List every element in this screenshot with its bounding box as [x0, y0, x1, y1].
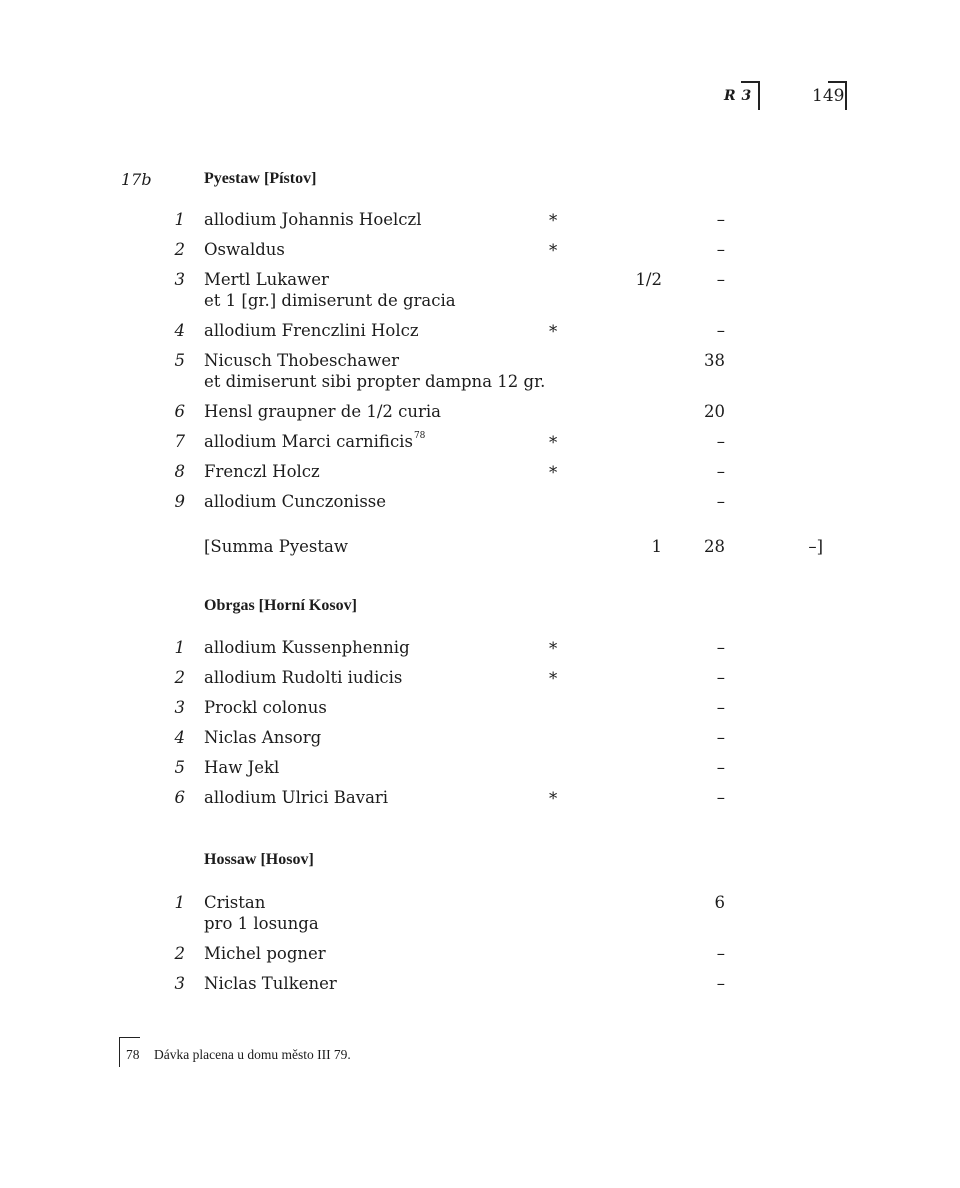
entry-line [204, 697, 564, 718]
value-column-2: – [716, 240, 725, 259]
entry-number: 2 [174, 240, 185, 259]
page-number-bracket-mark [828, 81, 847, 110]
entry-text [204, 667, 564, 688]
entry-number: 4 [174, 728, 185, 747]
value-column-2: – [716, 728, 725, 747]
entry-text [204, 697, 564, 718]
entry-text [204, 787, 564, 808]
entry-line-text: pro 1 losunga [204, 914, 319, 933]
entry-line-text: et 1 [gr.] dimiserunt de gracia [204, 291, 456, 310]
entry-row [0, 431, 960, 452]
asterisk-mark: * [549, 211, 558, 230]
entry-number: 7 [174, 432, 185, 451]
entry-line-text: Frenczl Holcz [204, 462, 320, 481]
entry-number: 9 [174, 492, 185, 511]
entry-row [0, 209, 960, 230]
entry-line-text: Mertl Lukawer [204, 270, 329, 289]
entry-line [204, 290, 564, 311]
value-column-2: 20 [704, 402, 725, 421]
entry-number: 1 [174, 893, 185, 912]
entry-text [204, 491, 564, 512]
footnote-text: Dávka placena u domu město III 79. [154, 1047, 351, 1062]
value-column-2: – [716, 974, 725, 993]
section-entries-obrgas [0, 637, 960, 817]
entry-line [204, 913, 564, 934]
entry-line [204, 757, 564, 778]
entry-number: 1 [174, 210, 185, 229]
value-column-2: – [716, 321, 725, 340]
entry-number: 3 [174, 698, 185, 717]
summa-value-3: –] [808, 537, 823, 556]
value-column-2: – [716, 698, 725, 717]
value-column-2: – [716, 668, 725, 687]
entry-text [204, 973, 564, 994]
entry-number: 3 [174, 974, 185, 993]
asterisk-mark: * [549, 241, 558, 260]
entry-line [204, 667, 564, 688]
entry-line-text: allodium Johannis Hoelczl [204, 210, 422, 229]
entry-line-text: Nicusch Thobeschawer [204, 351, 400, 370]
entry-line [204, 209, 564, 230]
asterisk-mark: * [549, 322, 558, 341]
entry-number: 6 [174, 402, 185, 421]
entry-row [0, 491, 960, 512]
entry-row [0, 239, 960, 260]
value-column-2: – [716, 432, 725, 451]
entry-line-text: Oswaldus [204, 240, 285, 259]
entry-text [204, 637, 564, 658]
entry-row [0, 892, 960, 934]
entry-number: 1 [174, 638, 185, 657]
entry-line [204, 371, 564, 392]
section-entries-hossaw [0, 892, 960, 1003]
asterisk-mark: * [549, 789, 558, 808]
entry-line [204, 401, 564, 422]
entry-line-text: allodium Ulrici Bavari [204, 788, 389, 807]
entry-number: 5 [174, 758, 185, 777]
entry-text [204, 239, 564, 260]
entry-line-text: allodium Marci carnificis [204, 432, 413, 451]
entry-text [204, 401, 564, 422]
asterisk-mark: * [549, 639, 558, 658]
entry-row [0, 350, 960, 392]
entry-number: 2 [174, 944, 185, 963]
summa-value-1: 1 [651, 537, 662, 556]
entry-row [0, 787, 960, 808]
entry-line [204, 320, 564, 341]
entry-line-text: Haw Jekl [204, 758, 280, 777]
page-number: 149 [812, 86, 845, 106]
entry-text [204, 757, 564, 778]
folio-marker: 17b [121, 170, 152, 189]
summa-label: [Summa Pyestaw [204, 537, 348, 556]
entry-row [0, 401, 960, 422]
entry-line-text: Niclas Ansorg [204, 728, 322, 747]
entry-text [204, 350, 564, 392]
asterisk-mark: * [549, 669, 558, 688]
footnote-number: 78 [126, 1047, 140, 1062]
entry-line [204, 892, 564, 913]
entry-line-text: et dimiserunt sibi propter dampna 12 gr. [204, 372, 546, 391]
value-column-2: 38 [704, 351, 725, 370]
entry-text [204, 269, 564, 311]
value-column-2: – [716, 210, 725, 229]
entry-text [204, 431, 564, 452]
entry-line-text: Cristan [204, 893, 266, 912]
entry-line [204, 637, 564, 658]
entry-line [204, 727, 564, 748]
entry-line-text: allodium Cunczonisse [204, 492, 387, 511]
entry-line-text: allodium Kussenphennig [204, 638, 410, 657]
value-column-2: – [716, 462, 725, 481]
entry-number: 5 [174, 351, 185, 370]
asterisk-mark: * [549, 463, 558, 482]
entry-line [204, 461, 564, 482]
entry-row [0, 973, 960, 994]
value-column-2: – [716, 758, 725, 777]
section-title-obrgas: Obrgas [Horní Kosov] [204, 597, 357, 614]
entry-number: 3 [174, 270, 185, 289]
entry-number: 2 [174, 668, 185, 687]
entry-row [0, 727, 960, 748]
section-title-hossaw: Hossaw [Hosov] [204, 851, 314, 868]
entry-line [204, 350, 564, 371]
summa-row [0, 536, 960, 557]
running-header-reference: R 3 [724, 88, 752, 104]
header-bracket-mark [741, 81, 760, 110]
entry-line [204, 239, 564, 260]
entry-number: 6 [174, 788, 185, 807]
entry-line-text: Prockl colonus [204, 698, 327, 717]
entry-number: 8 [174, 462, 185, 481]
entry-text [204, 892, 564, 934]
entry-row [0, 943, 960, 964]
value-column-2: – [716, 788, 725, 807]
entry-row [0, 461, 960, 482]
entry-line-text: allodium Frenczlini Holcz [204, 321, 419, 340]
entry-line [204, 491, 564, 512]
entry-number: 4 [174, 321, 185, 340]
summa-value-2: 28 [704, 537, 725, 556]
entry-line-text: Hensl graupner de 1/2 curia [204, 402, 442, 421]
value-column-2: – [716, 638, 725, 657]
entry-text [204, 461, 564, 482]
footnote [126, 1047, 351, 1063]
entry-text [204, 209, 564, 230]
entry-row [0, 320, 960, 341]
entry-row [0, 667, 960, 688]
entry-text [204, 727, 564, 748]
entry-line [204, 269, 564, 290]
entry-line-text: Niclas Tulkener [204, 974, 337, 993]
entry-text [204, 943, 564, 964]
entry-text [204, 320, 564, 341]
value-column-2: – [716, 944, 725, 963]
value-column-2: – [716, 492, 725, 511]
entry-row [0, 697, 960, 718]
value-column-1: 1/2 [635, 270, 662, 289]
entry-row [0, 637, 960, 658]
entry-line-text: allodium Rudolti iudicis [204, 668, 403, 687]
entry-row [0, 757, 960, 778]
entry-line [204, 973, 564, 994]
asterisk-mark: * [549, 433, 558, 452]
footnote-reference: 78 [413, 431, 426, 441]
entry-line [204, 431, 564, 452]
entry-row [0, 269, 960, 311]
entry-line-text: Michel pogner [204, 944, 326, 963]
section-entries-pyestaw [0, 209, 960, 521]
entry-line [204, 787, 564, 808]
section-title-pyestaw: Pyestaw [Pístov] [204, 170, 317, 187]
value-column-2: 6 [714, 893, 725, 912]
entry-line [204, 943, 564, 964]
value-column-2: – [716, 270, 725, 289]
